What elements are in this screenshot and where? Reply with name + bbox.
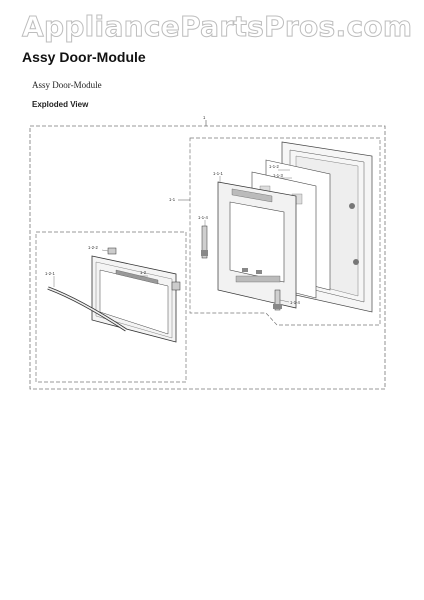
section-label: Exploded View — [32, 100, 89, 109]
callout-clip: 1-1-4 — [198, 215, 208, 220]
page-title: Assy Door-Module — [22, 49, 146, 65]
callout-bracket: 1-1-4 — [290, 300, 300, 305]
door-cap — [108, 248, 116, 254]
watermark: AppliancePartsPros.com — [22, 10, 413, 43]
side-cap — [172, 282, 180, 290]
outer-door-panel — [92, 256, 176, 342]
callout-door: 1-2 — [140, 270, 147, 275]
callout-door-cap: 1-2-2 — [88, 245, 98, 250]
cap-callout-line — [102, 250, 108, 251]
inner-door-frame — [218, 182, 296, 308]
subtitle: Assy Door-Module — [32, 80, 102, 90]
callout-handle: 1-2-1 — [45, 271, 55, 276]
hinge-clip — [201, 226, 208, 258]
callout-frame: 1-1-1 — [213, 171, 223, 176]
callout-top: 1 — [203, 115, 206, 120]
callout-inner-1: 1-1-2 — [269, 164, 279, 169]
callout-inner-2: 1-1-3 — [273, 173, 283, 178]
callout-assembly: 1-1 — [169, 197, 176, 202]
